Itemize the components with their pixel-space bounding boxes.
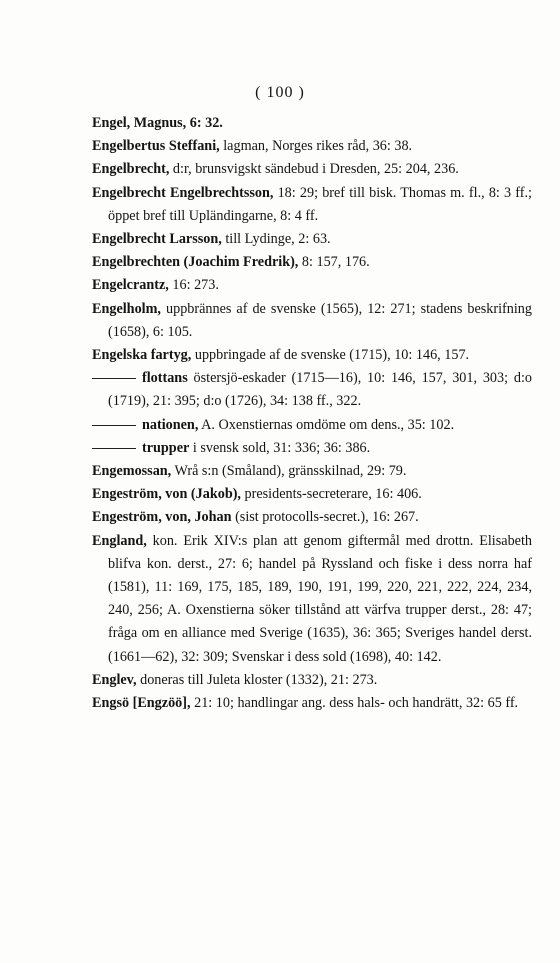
entry-headword: nationen,	[142, 416, 199, 433]
entry-headword: Engelbrecht,	[92, 161, 170, 178]
index-entry	[92, 182, 532, 228]
entry-headword: Engelbertus Steffani,	[92, 138, 220, 155]
entry-text: (sist protocolls-secret.), 16: 267.	[231, 509, 419, 526]
ditto-dash	[92, 378, 136, 379]
ditto-dash	[92, 425, 136, 426]
entry-text: presidents-secreterare, 16: 406.	[240, 486, 422, 503]
entry-text: Wrå s:n (Småland), gränsskilnad, 29: 79.	[171, 463, 407, 480]
entry-text: i svensk sold, 31: 336; 36: 386.	[189, 439, 371, 456]
index-entry	[92, 414, 532, 437]
entry-text: uppbringade af de svenske (1715), 10: 146, 157.	[191, 347, 470, 364]
index-entry	[92, 344, 532, 367]
index-entry	[92, 112, 532, 135]
index-entry	[92, 669, 532, 692]
entry-text: d:r, brunsvigskt sändebud i Dresden, 25: 204, 236.	[169, 161, 459, 178]
index-entry	[92, 251, 532, 274]
entry-headword: Engelcrantz,	[92, 277, 169, 294]
entry-headword: trupper	[142, 439, 190, 456]
entry-headword: Englev,	[92, 671, 137, 688]
index-entry	[92, 692, 532, 715]
entry-headword: Engelholm,	[92, 300, 161, 317]
entry-headword: Engelbrecht Engelbrechtsson,	[92, 184, 274, 201]
index-entry	[92, 460, 532, 483]
index-entry	[92, 506, 532, 529]
entry-text: uppbrännes af de svenske (1565), 12: 271; stadens beskrifning (1658), 6: 105.	[108, 300, 532, 340]
index-entry	[92, 483, 532, 506]
entry-headword: Engelska fartyg,	[92, 347, 192, 364]
entry-text: östersjö-eskader (1715—16), 10: 146, 157, 301, 303; d:o (1719), 21: 395; d:o (1726), 34: 138 ff., 322.	[108, 370, 532, 410]
entry-headword: Engeström, von (Jakob),	[92, 486, 241, 503]
entry-text: kon. Erik XIV:s plan att genom giftermål med drottn. Elisabeth blifva kon. derst., 27: 6; handel på Ryssland och fiske i dess norra haf (1581), 11: 169, 175, 185, 189, 190, 191, 199, 220, 221, 222, 224, 234, 240, 256; A. Oxenstierna söker tillstånd att värfva trupper derst., 28: 47; fråga om en alliance med Sverige (1635), 36: 365; Sveriges handel derst. (1661—62), 32: 309; Svenskar i dess sold (1698), 40: 142.	[108, 532, 532, 665]
page-number: ( 100 )	[255, 84, 305, 101]
index-entry	[92, 530, 532, 669]
entry-text: lagman, Norges rikes råd, 36: 38.	[219, 138, 413, 155]
index-entry	[92, 437, 532, 460]
index-entry	[92, 274, 532, 297]
index-entry	[92, 298, 532, 344]
ditto-dash	[92, 448, 136, 449]
index-entry	[92, 367, 532, 413]
entry-headword: Engsö [Engzöö],	[92, 695, 191, 712]
entry-headword: Engeström, von, Johan	[92, 509, 232, 526]
entry-headword: Engelbrecht Larsson,	[92, 231, 222, 248]
index-entries	[92, 112, 532, 715]
entry-text: 16: 273.	[168, 277, 219, 294]
entry-text: doneras till Juleta kloster (1332), 21: 273.	[136, 671, 378, 688]
index-entry	[92, 135, 532, 158]
entry-text: 18: 29; bref till bisk. Thomas m. fl., 8: 3 ff.; öppet bref till Upländingarne, 8: 4 ff.	[108, 184, 532, 224]
index-entry	[92, 228, 532, 251]
entry-headword: England,	[92, 532, 147, 549]
entry-headword: Engelbrechten (Joachim Fredrik),	[92, 254, 299, 271]
entry-headword: Engel, Magnus, 6: 32.	[92, 115, 223, 131]
entry-text: 8: 157, 176.	[298, 254, 370, 271]
entry-headword: Engemossan,	[92, 463, 172, 480]
entry-text: till Lydinge, 2: 63.	[221, 231, 331, 248]
entry-text: A. Oxenstiernas omdöme om dens., 35: 102.	[198, 416, 455, 433]
entry-headword: flottans	[142, 370, 188, 387]
index-entry	[92, 158, 532, 181]
entry-text: 21: 10; handlingar ang. dess hals- och handrätt, 32: 65 ff.	[190, 695, 519, 712]
